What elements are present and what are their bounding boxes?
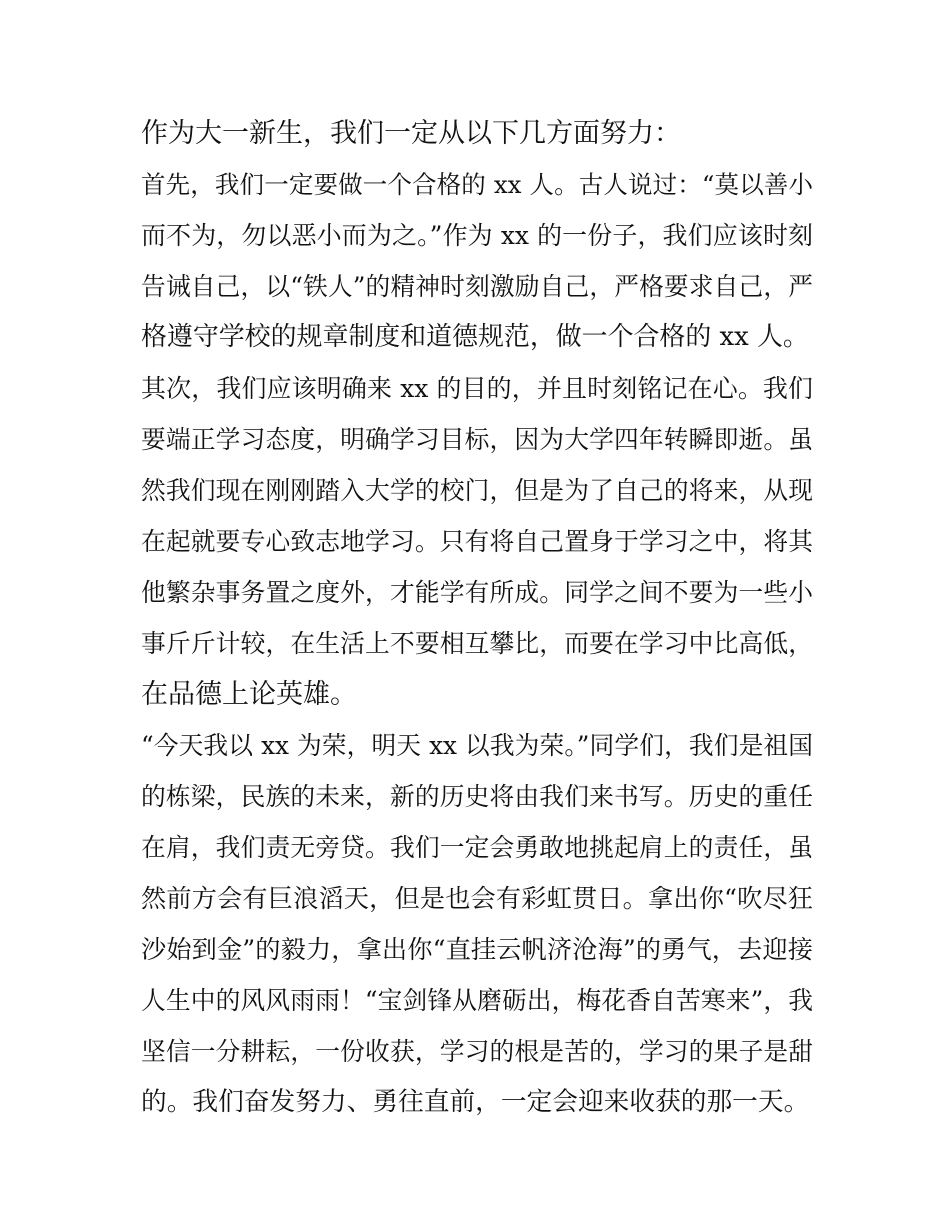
text-line: 然前方会有巨浪滔天，但是也会有彩虹贯日。拿出你“吹尽狂 <box>141 884 813 913</box>
text-line: 在肩，我们责无旁贷。我们一定会勇敢地挑起肩上的责任，虽 <box>141 833 813 862</box>
text-line: 格遵守学校的规章制度和道德规范，做一个合格的 xx 人。 <box>141 322 809 352</box>
text-line: 其次，我们应该明确来 xx 的目的，并且时刻铭记在心。我们 <box>141 374 813 403</box>
text-line: 事斤斤计较，在生活上不要相互攀比，而要在学习中比高低， <box>141 629 813 658</box>
text-line: 的。我们奋发努力、勇往直前，一定会迎来收获的那一天。 <box>141 1087 810 1117</box>
text-line: 而不为，勿以恶小而为之。”作为 xx 的一份子，我们应该时刻 <box>141 221 813 250</box>
text-line: 人生中的风风雨雨！“宝剑锋从磨砺出，梅花香自苦寒来”，我 <box>141 986 813 1015</box>
text-line: 他繁杂事务置之度外，才能学有所成。同学之间不要为一些小 <box>141 578 813 607</box>
text-line: 坚信一分耕耘，一份收获，学习的根是苦的，学习的果子是甜 <box>141 1037 813 1066</box>
text-line: 首先，我们一定要做一个合格的 xx 人。古人说过：“莫以善小 <box>141 170 813 199</box>
text-line: “今天我以 xx 为荣，明天 xx 以我为荣。”同学们，我们是祖国 <box>141 731 813 760</box>
text-line: 沙始到金”的毅力，拿出你“直挂云帆济沧海”的勇气，去迎接 <box>141 935 813 964</box>
text-line: 在起就要专心致志地学习。只有将自己置身于学习之中，将其 <box>141 527 813 556</box>
text-line: 作为大一新生，我们一定从以下几方面努力： <box>141 118 681 149</box>
text-line: 告诫自己，以“铁人”的精神时刻激励自己，严格要求自己，严 <box>141 272 813 301</box>
text-line: 然我们现在刚刚踏入大学的校门，但是为了自己的将来，从现 <box>141 476 813 505</box>
text-line: 在品德上论英雄。 <box>141 679 357 710</box>
text-line: 的栋梁，民族的未来，新的历史将由我们来书写。历史的重任 <box>141 782 813 811</box>
document-body <box>141 108 813 1128</box>
text-line: 要端正学习态度，明确学习目标，因为大学四年转瞬即逝。虽 <box>141 425 813 454</box>
